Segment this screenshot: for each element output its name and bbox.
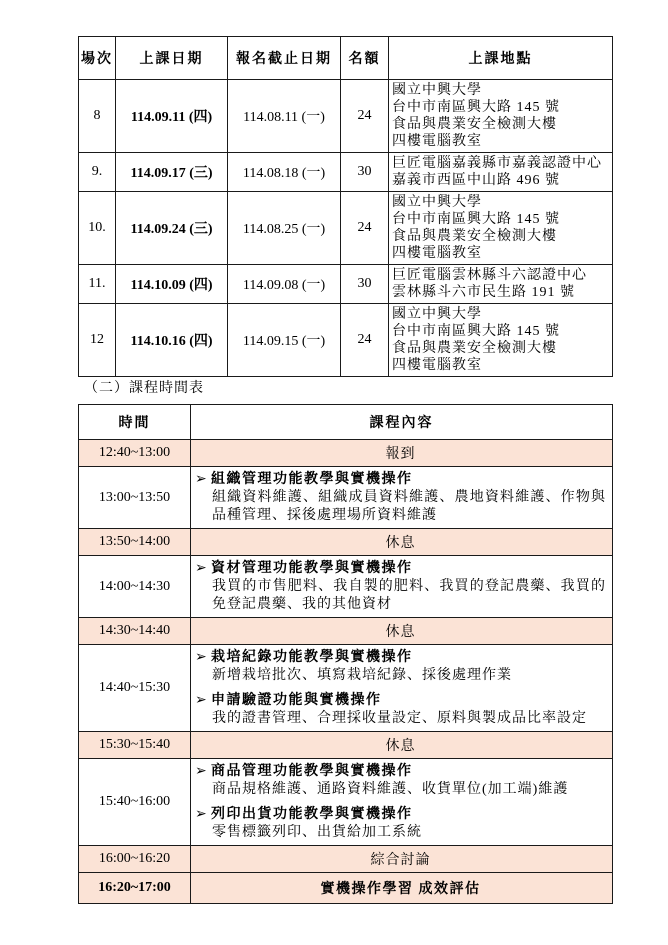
col-header-deadline: 報名截止日期 xyxy=(228,37,341,80)
deadline-cell: 114.08.25 (一) xyxy=(228,192,341,265)
session-row xyxy=(79,80,613,153)
course-content-cell: 實機操作學習 成效評估 xyxy=(191,873,613,904)
course-item-title xyxy=(195,470,606,489)
location-line: 國立中興大學 xyxy=(392,307,482,322)
course-item-title-text: 組織管理功能教學與實機操作 xyxy=(211,472,413,487)
course-table xyxy=(78,404,613,904)
session-row xyxy=(79,192,613,265)
location-cell xyxy=(389,80,613,153)
session-row xyxy=(79,304,613,377)
bullet-arrow-icon: ➢ xyxy=(195,764,207,779)
deadline-cell: 114.08.11 (一) xyxy=(228,80,341,153)
quota-cell: 24 xyxy=(341,80,389,153)
class-date-cell: 114.10.09 (四) xyxy=(116,265,228,304)
course-item-description: 商品規格維護、通路資料維護、收貨單位(加工端)維護 xyxy=(212,782,569,797)
bullet-arrow-icon: ➢ xyxy=(195,693,207,708)
course-item-title-text: 栽培紀錄功能教學與實機操作 xyxy=(211,650,413,665)
location-line: 食品與農業安全檢測大樓 xyxy=(392,341,557,356)
quota-cell: 30 xyxy=(341,153,389,192)
col-header-course-content: 課程內容 xyxy=(191,405,613,440)
time-cell: 13:00~13:50 xyxy=(79,467,191,529)
course-content-cell xyxy=(191,467,613,529)
course-row xyxy=(79,645,613,732)
quota-cell: 24 xyxy=(341,192,389,265)
session-row xyxy=(79,265,613,304)
col-header-class-date: 上課日期 xyxy=(116,37,228,80)
course-item-title-text: 申請驗證功能與實機操作 xyxy=(211,693,382,708)
deadline-cell: 114.09.15 (一) xyxy=(228,304,341,377)
course-content-cell: 休息 xyxy=(191,732,613,759)
course-item xyxy=(195,559,606,614)
location-line: 四樓電腦教室 xyxy=(392,358,482,373)
course-row xyxy=(79,846,613,873)
session-number-cell: 9. xyxy=(79,153,116,192)
location-cell xyxy=(389,192,613,265)
class-date-cell: 114.10.16 (四) xyxy=(116,304,228,377)
session-number-cell: 12 xyxy=(79,304,116,377)
section-heading: （二）課程時間表 xyxy=(84,381,204,396)
time-cell: 14:00~14:30 xyxy=(79,556,191,618)
course-item-description: 零售標籤列印、出貨給加工系統 xyxy=(212,825,422,840)
course-item xyxy=(195,470,606,525)
class-date-cell: 114.09.24 (三) xyxy=(116,192,228,265)
course-content-cell: 綜合討論 xyxy=(191,846,613,873)
bullet-arrow-icon: ➢ xyxy=(195,561,207,576)
course-item-title xyxy=(195,691,606,710)
col-header-location: 上課地點 xyxy=(389,37,613,80)
location-line: 雲林縣斗六市民生路 191 號 xyxy=(392,285,575,300)
course-content-cell xyxy=(191,556,613,618)
location-line: 台中市南區興大路 145 號 xyxy=(392,324,560,339)
time-cell: 15:30~15:40 xyxy=(79,732,191,759)
location-cell xyxy=(389,304,613,377)
session-table-header-row xyxy=(79,37,613,80)
course-item-title xyxy=(195,762,606,781)
col-header-time: 時間 xyxy=(79,405,191,440)
course-content-cell: 休息 xyxy=(191,529,613,556)
session-table xyxy=(78,36,613,377)
class-date-cell: 114.09.11 (四) xyxy=(116,80,228,153)
course-table-body xyxy=(79,440,613,904)
quota-cell: 24 xyxy=(341,304,389,377)
bullet-arrow-icon: ➢ xyxy=(195,472,207,487)
location-line: 食品與農業安全檢測大樓 xyxy=(392,229,557,244)
course-content-cell xyxy=(191,645,613,732)
location-line: 巨匠電腦嘉義縣市嘉義認證中心 xyxy=(392,156,602,171)
time-cell: 14:40~15:30 xyxy=(79,645,191,732)
course-row xyxy=(79,732,613,759)
location-line: 台中市南區興大路 145 號 xyxy=(392,212,560,227)
time-cell: 12:40~13:00 xyxy=(79,440,191,467)
course-item xyxy=(195,691,606,728)
deadline-cell: 114.09.08 (一) xyxy=(228,265,341,304)
location-line: 嘉義市西區中山路 496 號 xyxy=(392,173,560,188)
course-item-description: 我買的市售肥料、我自製的肥料、我買的登記農藥、我買的免登記農藥、我的其他資材 xyxy=(212,579,606,612)
bullet-arrow-icon: ➢ xyxy=(195,807,207,822)
deadline-cell: 114.08.18 (一) xyxy=(228,153,341,192)
col-header-quota: 名額 xyxy=(341,37,389,80)
location-line: 四樓電腦教室 xyxy=(392,246,482,261)
course-row xyxy=(79,529,613,556)
course-row xyxy=(79,759,613,846)
location-line: 食品與農業安全檢測大樓 xyxy=(392,117,557,132)
course-table-header-row xyxy=(79,405,613,440)
col-header-session: 場次 xyxy=(79,37,116,80)
course-item xyxy=(195,762,606,799)
course-row xyxy=(79,556,613,618)
course-item xyxy=(195,648,606,685)
location-cell xyxy=(389,265,613,304)
time-cell: 16:20~17:00 xyxy=(79,873,191,904)
course-item xyxy=(195,805,606,842)
time-cell: 16:00~16:20 xyxy=(79,846,191,873)
location-line: 國立中興大學 xyxy=(392,195,482,210)
course-content-cell xyxy=(191,759,613,846)
session-table-body xyxy=(79,80,613,377)
time-cell: 13:50~14:00 xyxy=(79,529,191,556)
time-cell: 15:40~16:00 xyxy=(79,759,191,846)
course-row xyxy=(79,467,613,529)
location-line: 四樓電腦教室 xyxy=(392,134,482,149)
course-item-title-text: 資材管理功能教學與實機操作 xyxy=(211,561,413,576)
session-number-cell: 11. xyxy=(79,265,116,304)
course-item-title xyxy=(195,805,606,824)
time-cell: 14:30~14:40 xyxy=(79,618,191,645)
course-row xyxy=(79,618,613,645)
course-item-title-text: 商品管理功能教學與實機操作 xyxy=(211,764,413,779)
course-content-cell: 休息 xyxy=(191,618,613,645)
session-row xyxy=(79,153,613,192)
location-line: 台中市南區興大路 145 號 xyxy=(392,100,560,115)
course-item-title xyxy=(195,648,606,667)
course-item-description: 我的證書管理、合理採收量設定、原料與製成品比率設定 xyxy=(212,711,587,726)
location-cell xyxy=(389,153,613,192)
course-item-description: 新增栽培批次、填寫栽培紀錄、採後處理作業 xyxy=(212,668,512,683)
location-line: 巨匠電腦雲林縣斗六認證中心 xyxy=(392,268,587,283)
location-line: 國立中興大學 xyxy=(392,83,482,98)
quota-cell: 30 xyxy=(341,265,389,304)
course-row xyxy=(79,873,613,904)
session-number-cell: 8 xyxy=(79,80,116,153)
course-item-title-text: 列印出貨功能教學與實機操作 xyxy=(211,807,413,822)
course-item-title xyxy=(195,559,606,578)
bullet-arrow-icon: ➢ xyxy=(195,650,207,665)
session-number-cell: 10. xyxy=(79,192,116,265)
course-content-cell: 報到 xyxy=(191,440,613,467)
course-item-description: 組織資料維護、組織成員資料維護、農地資料維護、作物與品種管理、採後處理場所資料維護 xyxy=(212,490,606,523)
class-date-cell: 114.09.17 (三) xyxy=(116,153,228,192)
course-row xyxy=(79,440,613,467)
